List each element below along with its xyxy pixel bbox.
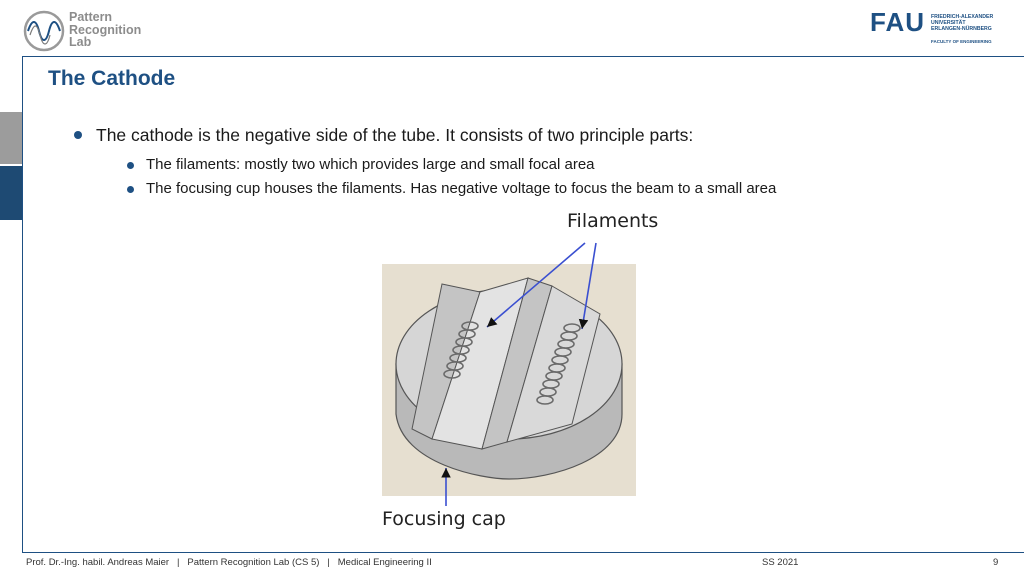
footer-course: Medical Engineering II bbox=[337, 557, 432, 568]
lab-name: Pattern Recognition Lab bbox=[69, 10, 142, 49]
focusing-cap-label: Focusing cap bbox=[382, 508, 506, 530]
footer-divider bbox=[22, 552, 1024, 553]
filaments-label: Filaments bbox=[567, 210, 659, 232]
sub-bullet-focusing-cup: The focusing cup houses the filaments. Has negative voltage to focus the beam to a small area bbox=[124, 177, 1004, 201]
page-number: 9 bbox=[993, 557, 999, 568]
bullet-main: The cathode is the negative side of the tube. It consists of two principle parts: bbox=[74, 124, 1004, 146]
sub-bullet-filaments: The filaments: mostly two which provides large and small focal area bbox=[124, 153, 1004, 177]
fau-faculty: FACULTY OF ENGINEERING bbox=[931, 39, 992, 44]
fau-wordmark: FAU bbox=[870, 7, 925, 37]
footer-info: Prof. Dr.-Ing. habil. Andreas Maier | Pattern Recognition Lab (CS 5) | Medical Engineering II bbox=[26, 557, 432, 568]
footer-term: SS 2021 bbox=[762, 557, 799, 568]
slide-title: The Cathode bbox=[48, 67, 176, 90]
footer-author: Prof. Dr.-Ing. habil. Andreas Maier bbox=[26, 557, 170, 568]
fau-university-name: FRIEDRICH-ALEXANDER UNIVERSITÄT ERLANGEN-NÜRNBERG bbox=[931, 14, 994, 32]
footer-lab: Pattern Recognition Lab (CS 5) bbox=[187, 557, 320, 568]
